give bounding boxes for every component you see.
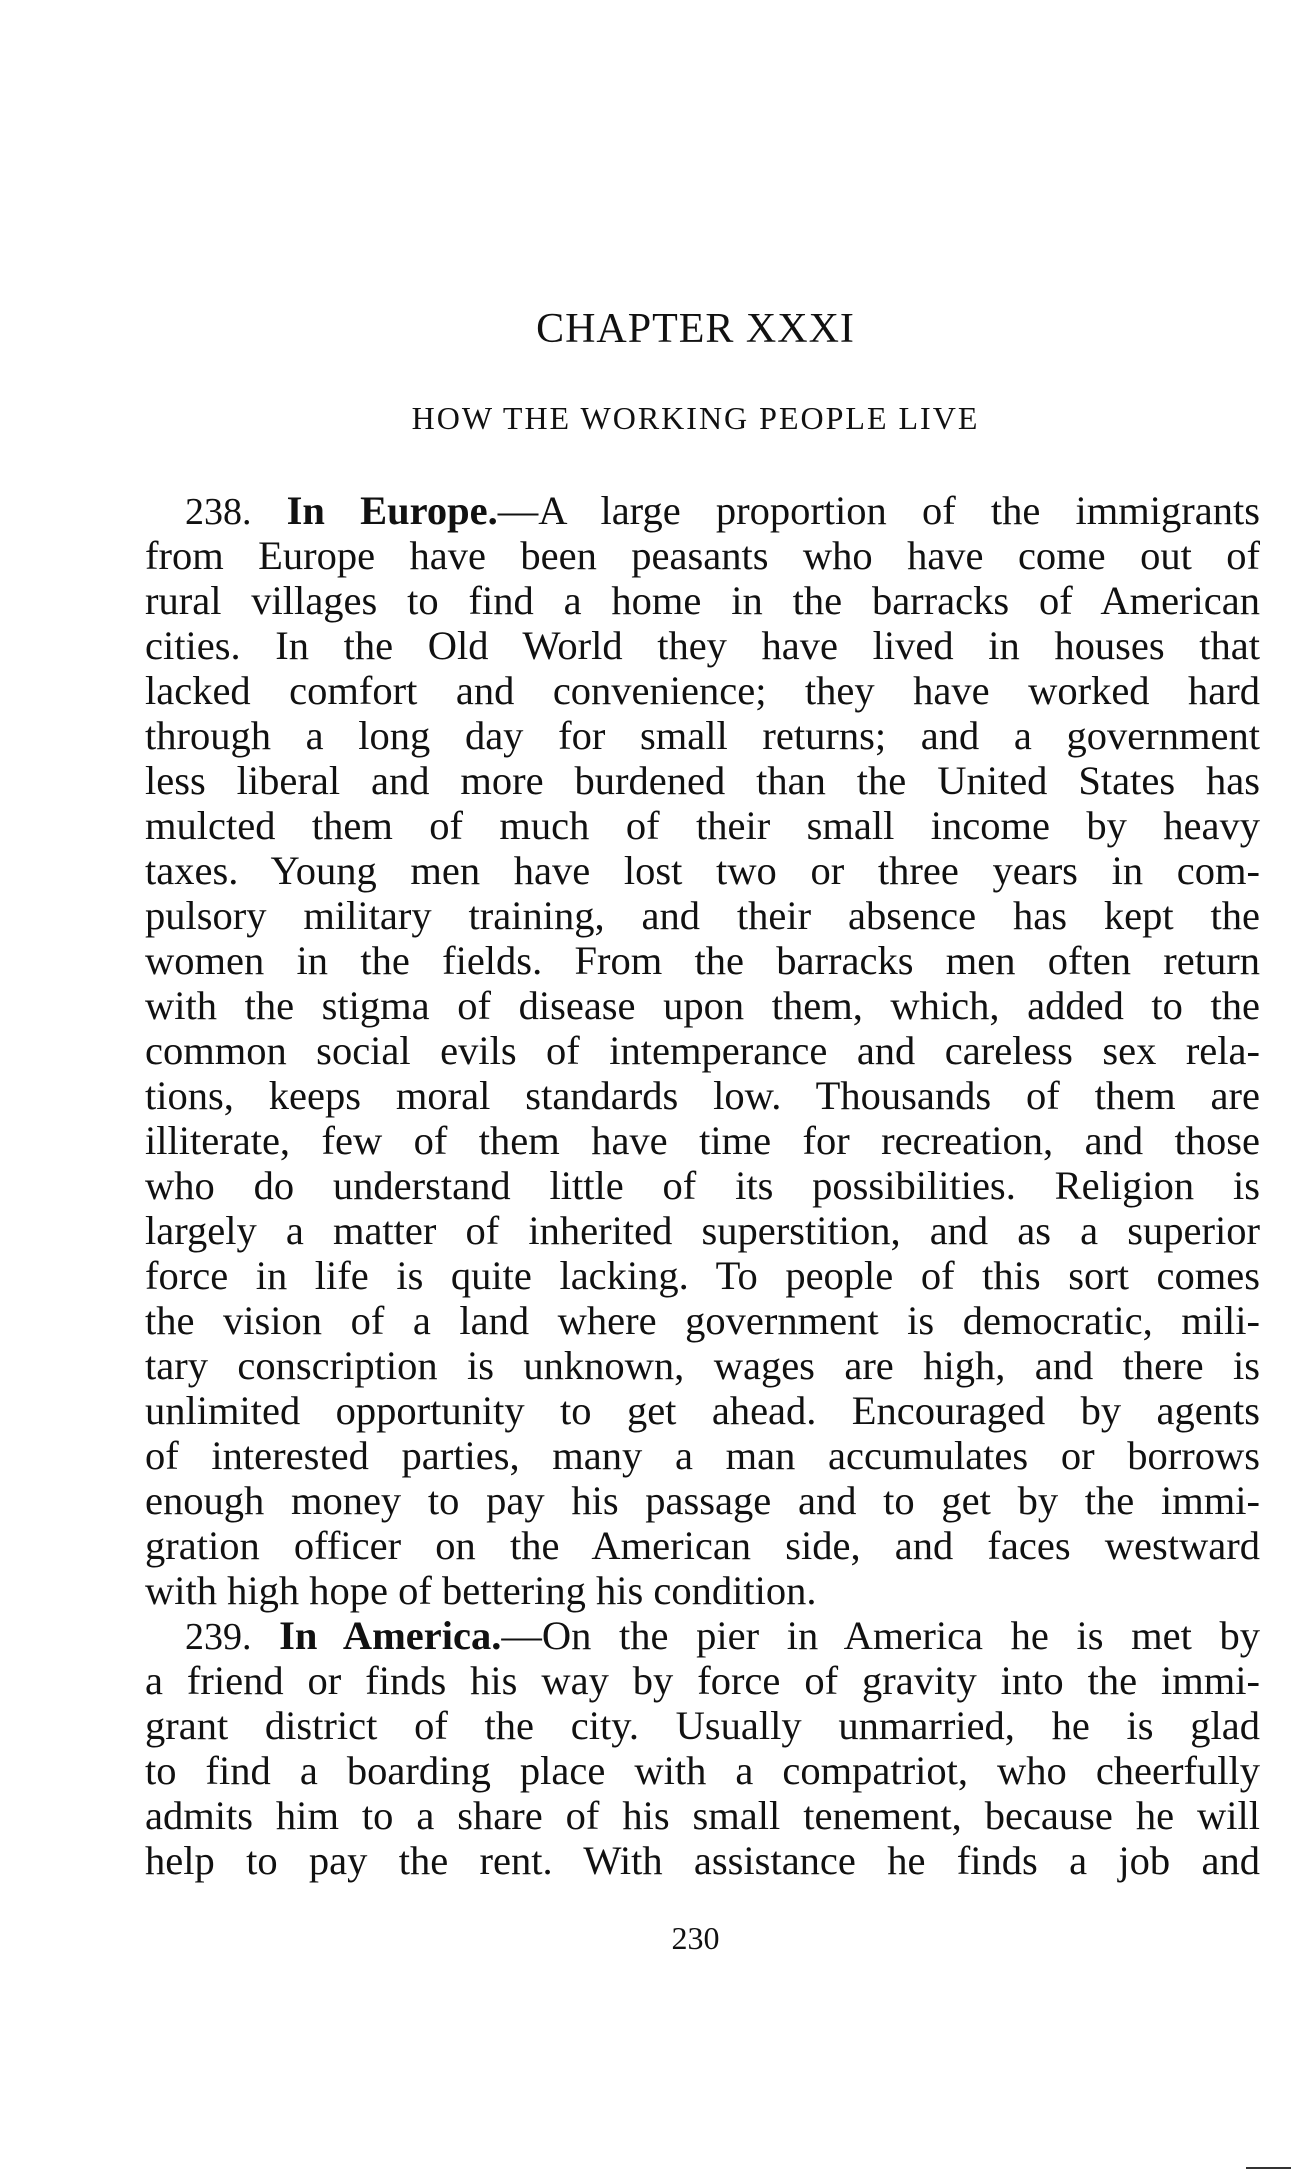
- text-line: grant district of the city. Usually unmarried, he is glad: [145, 1703, 1260, 1748]
- text-line: cities. In the Old World they have lived in houses that: [145, 623, 1260, 668]
- text-line: women in the fields. From the barracks men often return: [145, 938, 1260, 983]
- text-line: help to pay the rent. With assistance he finds a job and: [145, 1838, 1260, 1883]
- text-line: largely a matter of inherited superstition, and as a superior: [145, 1208, 1260, 1253]
- text-line: enough money to pay his passage and to get by the immi-: [145, 1478, 1260, 1523]
- section-238-first-line: [145, 488, 1260, 533]
- text-line: tions, keeps moral standards low. Thousands of them are: [145, 1073, 1260, 1118]
- text-line: a friend or finds his way by force of gravity into the immi-: [145, 1658, 1260, 1703]
- section-heading: In America.: [279, 1613, 502, 1658]
- text-line: admits him to a share of his small tenement, because he will: [145, 1793, 1260, 1838]
- text-line: common social evils of intemperance and careless sex rela-: [145, 1028, 1260, 1073]
- body-text: [145, 488, 1260, 1883]
- text-line: —On the pier in America he is met by: [501, 1613, 1261, 1658]
- text-line: pulsory military training, and their absence has kept the: [145, 893, 1260, 938]
- text-line: unlimited opportunity to get ahead. Encouraged by agents: [145, 1388, 1260, 1433]
- text-line: who do understand little of its possibilities. Religion is: [145, 1163, 1260, 1208]
- text-line: from Europe have been peasants who have come out of: [145, 533, 1260, 578]
- text-line: to find a boarding place with a compatriot, who cheerfully: [145, 1748, 1260, 1793]
- section-239-first-line: [145, 1613, 1260, 1658]
- text-line: tary conscription is unknown, wages are high, and there is: [145, 1343, 1260, 1388]
- text-line: force in life is quite lacking. To people of this sort comes: [145, 1253, 1260, 1298]
- text-line: lacked comfort and convenience; they have worked hard: [145, 668, 1260, 713]
- text-line: illiterate, few of them have time for recreation, and those: [145, 1118, 1260, 1163]
- text-line: mulcted them of much of their small income by heavy: [145, 803, 1260, 848]
- section-heading: In Europe.: [286, 488, 498, 533]
- chapter-title: CHAPTER XXXI: [536, 306, 855, 352]
- section-number: 239.: [185, 1616, 252, 1658]
- text-line: through a long day for small returns; and a government: [145, 713, 1260, 758]
- page-number: 230: [671, 1920, 720, 1956]
- chapter-subtitle: HOW THE WORKING PEOPLE LIVE: [411, 400, 980, 436]
- text-line: rural villages to find a home in the barracks of American: [145, 578, 1260, 623]
- section-number: 238.: [185, 491, 252, 533]
- text-line: —A large proportion of the immigrants: [497, 488, 1260, 533]
- text-line: less liberal and more burdened than the United States has: [145, 758, 1260, 803]
- edge-rule: [1246, 2167, 1291, 2169]
- text-line: of interested parties, many a man accumulates or borrows: [145, 1433, 1260, 1478]
- text-line: gration officer on the American side, and faces westward: [145, 1523, 1260, 1568]
- text-line: with high hope of bettering his condition.: [145, 1568, 817, 1613]
- text-line: the vision of a land where government is democratic, mili-: [145, 1298, 1260, 1343]
- text-line: with the stigma of disease upon them, which, added to the: [145, 983, 1260, 1028]
- text-line: taxes. Young men have lost two or three years in com-: [145, 848, 1260, 893]
